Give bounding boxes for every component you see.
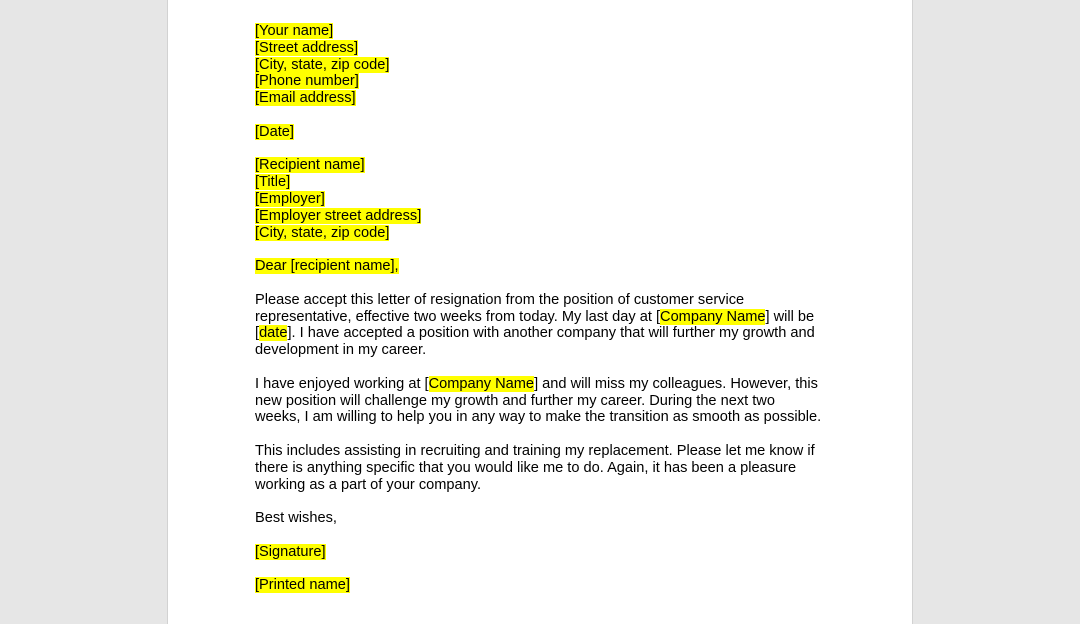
spacer xyxy=(255,275,855,292)
closing-line xyxy=(255,510,855,527)
recipient-block-city xyxy=(255,225,855,242)
recipient-title[interactable]: [Title] xyxy=(255,174,291,191)
paragraph-2-line-2 xyxy=(255,393,855,410)
sender-block-city xyxy=(255,57,855,74)
date-inline-placeholder[interactable]: date xyxy=(259,325,288,342)
paragraph-3-line-1 xyxy=(255,443,855,460)
paragraph-2-line-3 xyxy=(255,409,855,426)
text-run: ]. I have accepted a position with another company that will further my growth and xyxy=(287,325,815,342)
sender-block-street xyxy=(255,40,855,57)
spacer xyxy=(255,359,855,376)
text-run: working as a part of your company. xyxy=(255,476,482,493)
spacer xyxy=(255,107,855,124)
paragraph-1-line-4 xyxy=(255,342,855,359)
recipient-name[interactable]: [Recipient name] xyxy=(255,157,365,174)
spacer xyxy=(255,561,855,578)
paragraph-1-line-2 xyxy=(255,309,855,326)
sender-block-email xyxy=(255,90,855,107)
text-run: [ xyxy=(255,325,260,342)
recipient-employer[interactable]: [Employer] xyxy=(255,190,325,207)
recipient-block-employer xyxy=(255,191,855,208)
greeting[interactable]: Dear [recipient name], xyxy=(255,258,399,275)
text-run: I have enjoyed working at [ xyxy=(255,375,429,392)
text-run: new position will challenge my growth and further my career. During the next two xyxy=(255,392,775,409)
recipient-block-street xyxy=(255,208,855,225)
company-name-placeholder[interactable]: Company Name xyxy=(428,375,535,392)
sender-email[interactable]: [Email address] xyxy=(255,90,356,107)
text-run: ] and will miss my colleagues. However, this xyxy=(534,375,818,392)
signature-placeholder[interactable]: [Signature] xyxy=(255,543,326,560)
paragraph-3-line-3 xyxy=(255,477,855,494)
recipient-block-title xyxy=(255,174,855,191)
printed-name-placeholder[interactable]: [Printed name] xyxy=(255,577,350,594)
recipient-block-name xyxy=(255,157,855,174)
text-run: Please accept this letter of resignation from the position of customer service xyxy=(255,291,745,308)
paragraph-3-line-2 xyxy=(255,460,855,477)
spacer xyxy=(255,141,855,158)
document-page[interactable] xyxy=(167,0,913,624)
signature-line xyxy=(255,544,855,561)
recipient-city[interactable]: [City, state, zip code] xyxy=(255,224,390,241)
text-run: development in my career. xyxy=(255,342,427,359)
printed-name-line xyxy=(255,577,855,594)
spacer xyxy=(255,527,855,544)
sender-phone[interactable]: [Phone number] xyxy=(255,73,359,90)
sender-street[interactable]: [Street address] xyxy=(255,39,359,56)
sender-city[interactable]: [City, state, zip code] xyxy=(255,56,390,73)
spacer xyxy=(255,493,855,510)
text-run: This includes assisting in recruiting and training my replacement. Please let me know if xyxy=(255,442,815,459)
paragraph-2-line-1 xyxy=(255,376,855,393)
recipient-street[interactable]: [Employer street address] xyxy=(255,207,422,224)
text-run: there is anything specific that you would like me to do. Again, it has been a pleasure xyxy=(255,459,797,476)
sender-name[interactable]: [Your name] xyxy=(255,23,334,39)
company-name-placeholder[interactable]: Company Name xyxy=(660,308,766,325)
paragraph-1-line-3 xyxy=(255,325,855,342)
letter-body xyxy=(255,23,855,594)
spacer xyxy=(255,241,855,258)
text-run: representative, effective two weeks from today. My last day at [ xyxy=(255,308,661,325)
text-run: ] will be xyxy=(765,308,815,325)
date-line xyxy=(255,124,855,141)
spacer xyxy=(255,426,855,443)
greeting-line xyxy=(255,258,855,275)
sender-block-phone xyxy=(255,73,855,90)
sender-block-name xyxy=(255,23,855,40)
text-run: weeks, I am willing to help you in any way to make the transition as smooth as possible. xyxy=(255,409,822,426)
closing: Best wishes, xyxy=(255,510,337,527)
paragraph-1-line-1 xyxy=(255,292,855,309)
date-placeholder[interactable]: [Date] xyxy=(255,123,294,140)
